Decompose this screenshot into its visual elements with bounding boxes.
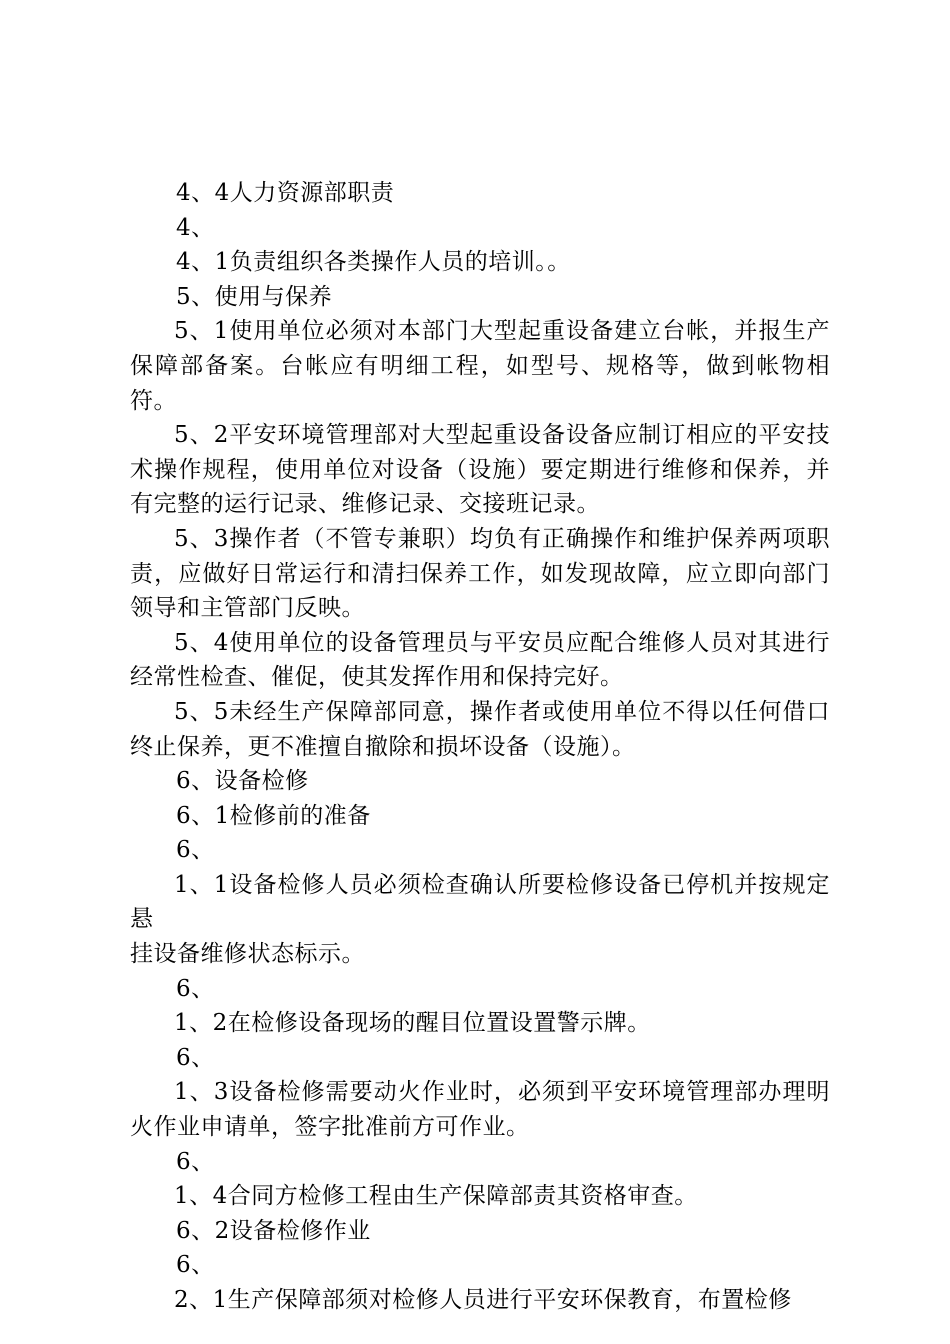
- paragraph-6-1-3: 1、3设备检修需要动火作业时，必须到平安环境管理部办理明火作业申请单，签字批准前方可作业。: [130, 1079, 830, 1141]
- paragraph-5-2: 5、2平安环境管理部对大型起重设备设备应制订相应的平安技术操作规程，使用单位对设备（设施）要定期进行维修和保养，并有完整的运行记录、维修记录、交接班记录。: [130, 422, 830, 518]
- paragraph-6-1-heading: 6、1检修前的准备: [176, 802, 371, 829]
- paragraph-4-1: 4、1负责组织各类操作人员的培训。。: [176, 249, 571, 276]
- paragraph-6-1-1: 1、1设备检修人员必须检查确认所要检修设备已停机并按规定悬: [130, 871, 830, 933]
- paragraph-6-1-4: 1、4合同方检修工程由生产保障部责其资格审查。: [174, 1183, 698, 1210]
- paragraph-4-4-heading: 4、4人力资源部职责: [176, 180, 395, 206]
- paragraph-number: 6、: [176, 837, 215, 864]
- paragraph-number: 4、: [176, 214, 215, 241]
- paragraph-5-5: 5、5未经生产保障部同意，操作者或使用单位不得以任何借口终止保养，更不准擅自撤除和损坏设备（设施）。: [130, 698, 830, 760]
- paragraph-5-1: 5、1使用单位必须对本部门大型起重设备建立台帐，并报生产保障部备案。台帐应有明细工程，如型号、规格等，做到帐物相符。: [130, 318, 830, 414]
- paragraph-6-2-heading: 6、2设备检修作业: [176, 1217, 371, 1244]
- section-6-heading: 6、设备检修: [176, 768, 309, 795]
- paragraph-number: 6、: [176, 1148, 215, 1175]
- section-5-heading: 5、使用与保养: [176, 283, 333, 310]
- paragraph-6-1-1-continued: 挂设备维修状态标示。: [130, 941, 365, 968]
- paragraph-6-2-1: 2、1生产保障部须对检修人员进行平安环保教育，布置检修: [174, 1287, 792, 1313]
- document-body: [130, 176, 830, 1318]
- paragraph-number: 6、: [176, 1252, 215, 1279]
- paragraph-5-4: 5、4使用单位的设备管理员与平安员应配合维修人员对其进行经常性检查、催促，使其发挥作用和保持完好。: [130, 629, 830, 691]
- paragraph-number: 6、: [176, 975, 215, 1002]
- paragraph-6-1-2: 1、2在检修设备现场的醒目位置设置警示牌。: [174, 1010, 651, 1037]
- paragraph-number: 6、: [176, 1044, 215, 1071]
- paragraph-5-3: 5、3操作者（不管专兼职）均负有正确操作和维护保养两项职责，应做好日常运行和清扫保养工作，如发现故障，应立即向部门领导和主管部门反映。: [130, 525, 830, 622]
